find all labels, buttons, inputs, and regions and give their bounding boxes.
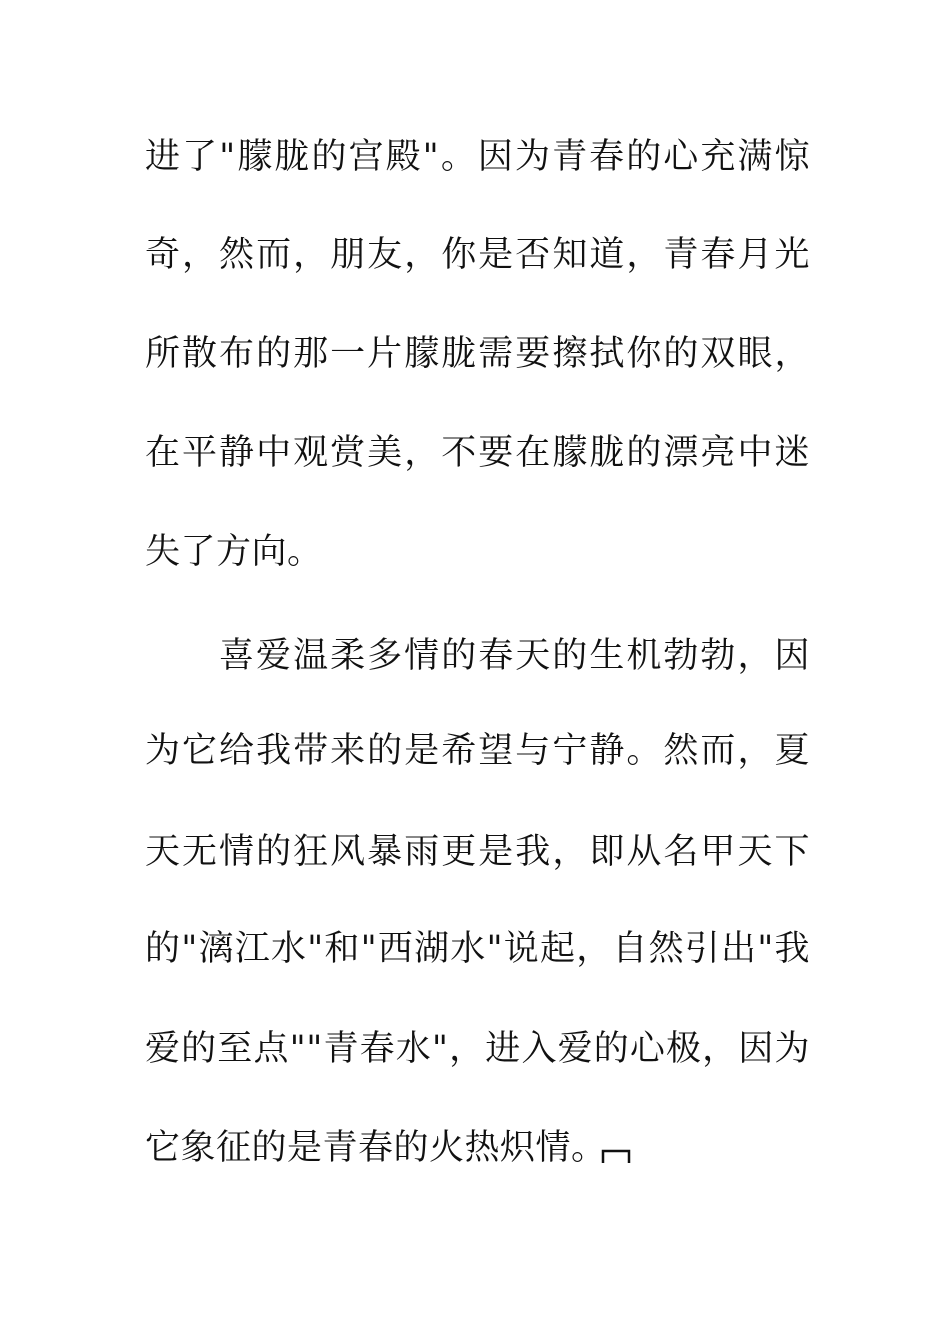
text-line: 在平静中观赏美，不要在朦胧的漂亮中迷	[145, 433, 810, 473]
text-line: 天无情的狂风暴雨更是我，即从名甲天下	[145, 832, 810, 872]
text-line: 失了方向。	[145, 532, 323, 572]
text-line: 的"漓江水"和"西湖水"说起，自然引出"我	[145, 929, 810, 969]
paragraph-first-line: 喜爱温柔多情的春天的生机勃勃，因	[219, 636, 810, 676]
text-line: 进了"朦胧的宫殿"。因为青春的心充满惊	[145, 137, 810, 177]
text-line: 为它给我带来的是希望与宁静。然而，夏	[145, 731, 810, 771]
text-line: 所散布的那一片朦胧需要擦拭你的双眼，	[145, 334, 810, 374]
text-line: 它象征的是青春的火热炽情。	[145, 1128, 607, 1168]
text-line: 奇，然而，朋友，你是否知道，青春月光	[145, 235, 810, 275]
text-line: 爱的至点""青春水"，进入爱的心极，因为	[145, 1029, 810, 1069]
end-mark-icon	[601, 1148, 631, 1164]
